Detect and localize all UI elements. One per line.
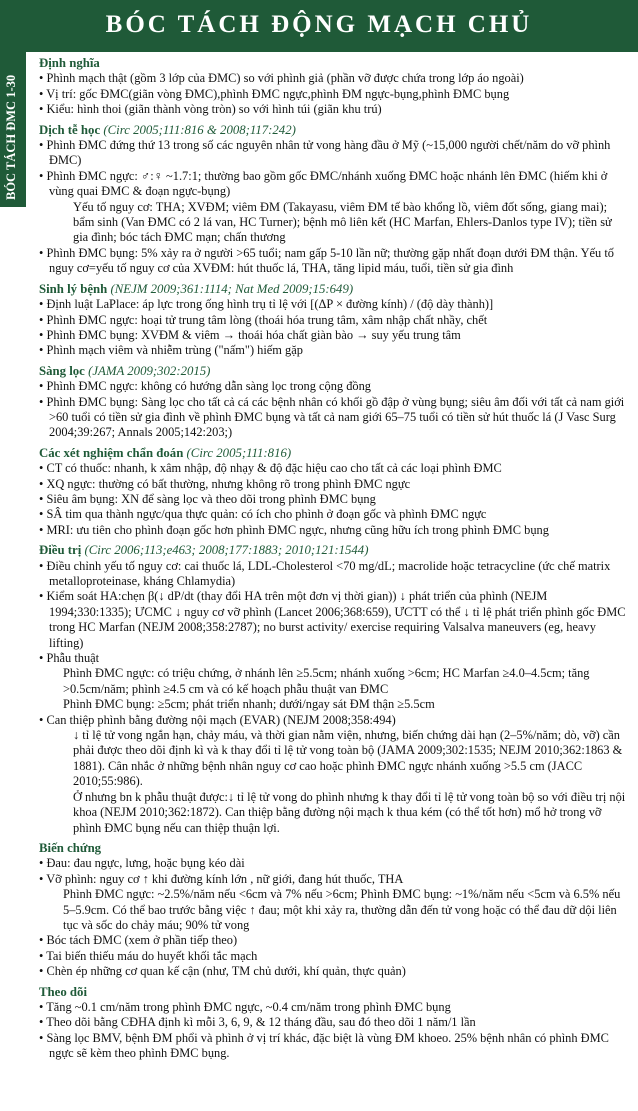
bullet-item: • Phình ĐMC ngực: hoại tử trung tâm lòng (thoái hóa trung tâm, xâm nhập chất nhầy, chết (39, 313, 629, 328)
section-title: Điều trị (39, 543, 82, 558)
bullet-item: • Phình mạch thật (gồm 3 lớp của ĐMC) so với phình giả (phần vỡ được chứa trong lớp áo ngoài) (39, 71, 629, 86)
section-citation: (JAMA 2009;302:2015) (88, 363, 211, 378)
document-body (39, 56, 629, 1062)
section-citation: (Circ 2005;111:816) (186, 445, 292, 460)
section-title: Định nghĩa (39, 56, 100, 70)
indented-text: Phình ĐMC ngực: ~2.5%/năm nếu <6cm và 7% nếu >6cm; Phình ĐMC bụng: ~1%/năm nếu <5cm và 6.5% nếu 5–5.9cm. Có thể bao trước bằng việc ↑ đau; một khi xảy ra, thường dẫn đến tử vong hoặc có thể đau dữ dội liên tục và sốc do chảy máu; 90% tử vong (63, 887, 621, 932)
indented-text: ↓ tỉ lệ tử vong ngắn hạn, chảy máu, và thời gian nằm viện, nhưng, biến chứng dài hạn (2–5%/năm; dò, vỡ) cần phải được theo dõi định kì và k thay đổi tỉ lệ tử vong toàn bộ (JAMA 2009;302:1535; NEJM 2010;362:1863 & 1881). Cân nhắc ở những bệnh nhân nguy cơ cao hoặc phình ĐMC ngực nhánh xuống >5.5 cm (JACC 2010;55:986). (73, 728, 623, 789)
section-title: Biến chứng (39, 840, 102, 855)
indented-text: Phình ĐMC ngực: có triệu chứng, ở nhánh lên ≥5.5cm; nhánh xuống >6cm; HC Marfan ≥4.0–4.5cm; tăng >0.5cm/năm; phình ≥4.5 cm và có kế hoạch phẫu thuật van ĐMC (63, 666, 590, 696)
bullet-item: • Kiểu: hình thoi (giãn thành vòng tròn) so với hình túi (giãn khu trú) (39, 102, 629, 117)
title-bar (0, 0, 638, 52)
section-heading (39, 841, 629, 856)
section-citation: (Circ 2006;113;e463; 2008;177:1883; 2010;121:1544) (84, 543, 369, 558)
bullet-item: • Điều chỉnh yếu tố nguy cơ: cai thuốc lá, LDL-Cholesterol <70 mg/dL; macrolide hoặc tetracycline (ức chế matrix metalloproteinase, kháng Chlamydia) (39, 559, 629, 590)
section-heading (39, 364, 629, 379)
bullet-item: • Phình ĐMC đứng thứ 13 trong số các nguyên nhân tử vong hàng đầu ở Mỹ (~15,000 người chết/năm do vỡ phình ĐMC) (39, 138, 629, 169)
indented-text: Yếu tố nguy cơ: THA; XVĐM; viêm ĐM (Takayasu, viêm ĐM tế bào khổng lồ, viêm đốt sống, giang mai); bẩm sinh (Van ĐMC có 2 lá van, HC Turner); bệnh mô liên kết (HC Marfan, Ehlers-Danlos type IV); tiền sử gia đình; bóc tách ĐMC mạn; chấn thương (73, 199, 612, 245)
bullet-item: • Bóc tách ĐMC (xem ở phần tiếp theo) (39, 933, 629, 948)
bullet-item: • Định luật LaPlace: áp lực trong ống hình trụ tỉ lệ với [(ΔP × đường kính) / (độ dày thành)] (39, 297, 629, 312)
bullet-item: • Tai biến thiếu máu do huyết khối tắc mạch (39, 949, 629, 964)
bullet-item: • Vị trí: gốc ĐMC(giãn vòng ĐMC),phình ĐMC ngực,phình ĐM ngực-bụng,phình ĐMC bụng (39, 87, 629, 102)
bullet-item: • Vỡ phình: nguy cơ ↑ khi đường kính lớn , nữ giới, đang hút thuốc, THA (39, 872, 629, 887)
bullet-item: • SÂ tim qua thành ngực/qua thực quản: có ích cho phình ở đoạn gốc và phình ĐMC ngực (39, 507, 629, 522)
bullet-item: • Phình ĐMC bụng: 5% xảy ra ở người >65 tuổi; nam gấp 5-10 lần nữ; thường gặp nhất đoạn dưới ĐM thận. Yếu tố nguy cơ=yếu tố nguy cơ của XVĐM: hút thuốc lá, THA, tăng lipid máu, tuổi, tiền sử gia đình (39, 246, 629, 277)
section-heading (39, 56, 629, 71)
bullet-item: • Theo dõi bằng CĐHA định kì mỗi 3, 6, 9, & 12 tháng đầu, sau đó theo dõi 1 năm/1 lần (39, 1015, 629, 1030)
bullet-item: • Phình mạch viêm và nhiễm trùng ("nấm") hiếm gặp (39, 343, 629, 358)
bullet-item: • Sàng lọc BMV, bệnh ĐM phổi và phình ở vị trí khác, đặc biệt là vùng ĐM khoeo. 25% bệnh nhân có phình ĐMC ngực sẽ kèm theo phình ĐMC bụng. (39, 1031, 629, 1062)
section-heading (39, 985, 629, 1000)
bullet-item: • Phẫu thuật (39, 651, 629, 666)
bullet-item: • Phình ĐMC bụng: XVĐM & viêm → thoái hóa chất giàn bào → suy yếu trung tâm (39, 328, 629, 343)
section-citation: (Circ 2005;111:816 & 2008;117:242) (103, 122, 296, 137)
bullet-item: • Can thiệp phình bằng đường nội mạch (EVAR) (NEJM 2008;358:494) (39, 713, 629, 728)
section-citation: (NEJM 2009;361:1114; Nat Med 2009;15:649) (110, 281, 354, 296)
bullet-item: • Phình ĐMC bụng: Sàng lọc cho tất cả cá các bệnh nhân có khối gồ đập ở vùng bụng; siêu âm đối với tất cả nam giới >60 tuổi có tiền sử gia đình về phình ĐMC bụng và tất cả nam giới 65–75 tuổi có tiền sử hút thuốc lá (J Vasc Surg 2004;39:267; Annals 2005;142:203;) (39, 395, 629, 441)
section-title: Sinh lý bệnh (39, 281, 108, 296)
bullet-item: • CT có thuốc: nhanh, k xâm nhập, độ nhạy & độ đặc hiệu cao cho tất cả các loại phình ĐMC (39, 461, 629, 476)
section-title: Các xét nghiệm chẩn đoán (39, 445, 184, 460)
bullet-item: • Siêu âm bụng: XN để sàng lọc và theo dõi trong phình ĐMC bụng (39, 492, 629, 507)
bullet-item: • Tăng ~0.1 cm/năm trong phình ĐMC ngực, ~0.4 cm/năm trong phình ĐMC bụng (39, 1000, 629, 1015)
side-tab-label: BÓC TÁCH ĐMC 1-30 (4, 74, 18, 200)
section-heading (39, 446, 629, 461)
indented-text: Ở nhưng bn k phẫu thuật được:↓ tỉ lệ tử vong do phình nhưng k thay đổi tỉ lệ tử vong toàn bộ so với điều trị nội khoa (NEJM 2010;362:1872). Can thiệp bằng đường nội mạch k thua kém (có thể tốt hơn) mổ hở trong vỡ phình ĐMC bụng nếu can thiệp thuận lợi. (73, 789, 626, 835)
section-heading (39, 543, 629, 558)
indented-text: Phình ĐMC bụng: ≥5cm; phát triển nhanh; dưới/ngay sát ĐM thận ≥5.5cm (63, 697, 435, 712)
section-title: Theo dõi (39, 984, 88, 999)
section-heading (39, 282, 629, 297)
section-title: Dịch tễ học (39, 122, 101, 137)
section-title: Sàng lọc (39, 363, 85, 378)
bullet-item: • Chèn ép những cơ quan kế cận (như, TM chủ dưới, khí quản, thực quản) (39, 964, 629, 979)
bullet-item: • Đau: đau ngực, lưng, hoặc bụng kéo dài (39, 856, 629, 871)
bullet-item: • XQ ngực: thường có bất thường, nhưng không rõ trong phình ĐMC ngực (39, 477, 629, 492)
page-title: BÓC TÁCH ĐỘNG MẠCH CHỦ (105, 11, 533, 38)
bullet-item: • MRI: ưu tiên cho phình đoạn gốc hơn phình ĐMC ngực, nhưng cũng hữu ích trong phình ĐMC bụng (39, 523, 629, 538)
section-heading (39, 123, 629, 138)
bullet-item: • Kiểm soát HA:chẹn β(↓ dP/dt (thay đổi HA trên một đơn vị thời gian)) ↓ phát triển của phình (NEJM 1994;330:1335); ƯCMC ↓ nguy cơ vỡ phình (Lancet 2006;368:659), ƯCTT có thể ↓ tỉ lệ phát triển phình gốc ĐMC trong HC Marfan (NEJM 2008;358:2787); no burst activity/ exercise requiring Valsalva maneuvers (eg, heavy lifting) (39, 589, 629, 651)
bullet-item: • Phình ĐMC ngực: ♂:♀ ~1.7:1; thường bao gồm gốc ĐMC/nhánh xuống ĐMC hoặc nhánh lên ĐMC (hiếm khi ở vùng quai ĐMC & đoạn ngực-bụng) (39, 169, 629, 200)
bullet-item: • Phình ĐMC ngực: không có hướng dẫn sàng lọc trong cộng đồng (39, 379, 629, 394)
